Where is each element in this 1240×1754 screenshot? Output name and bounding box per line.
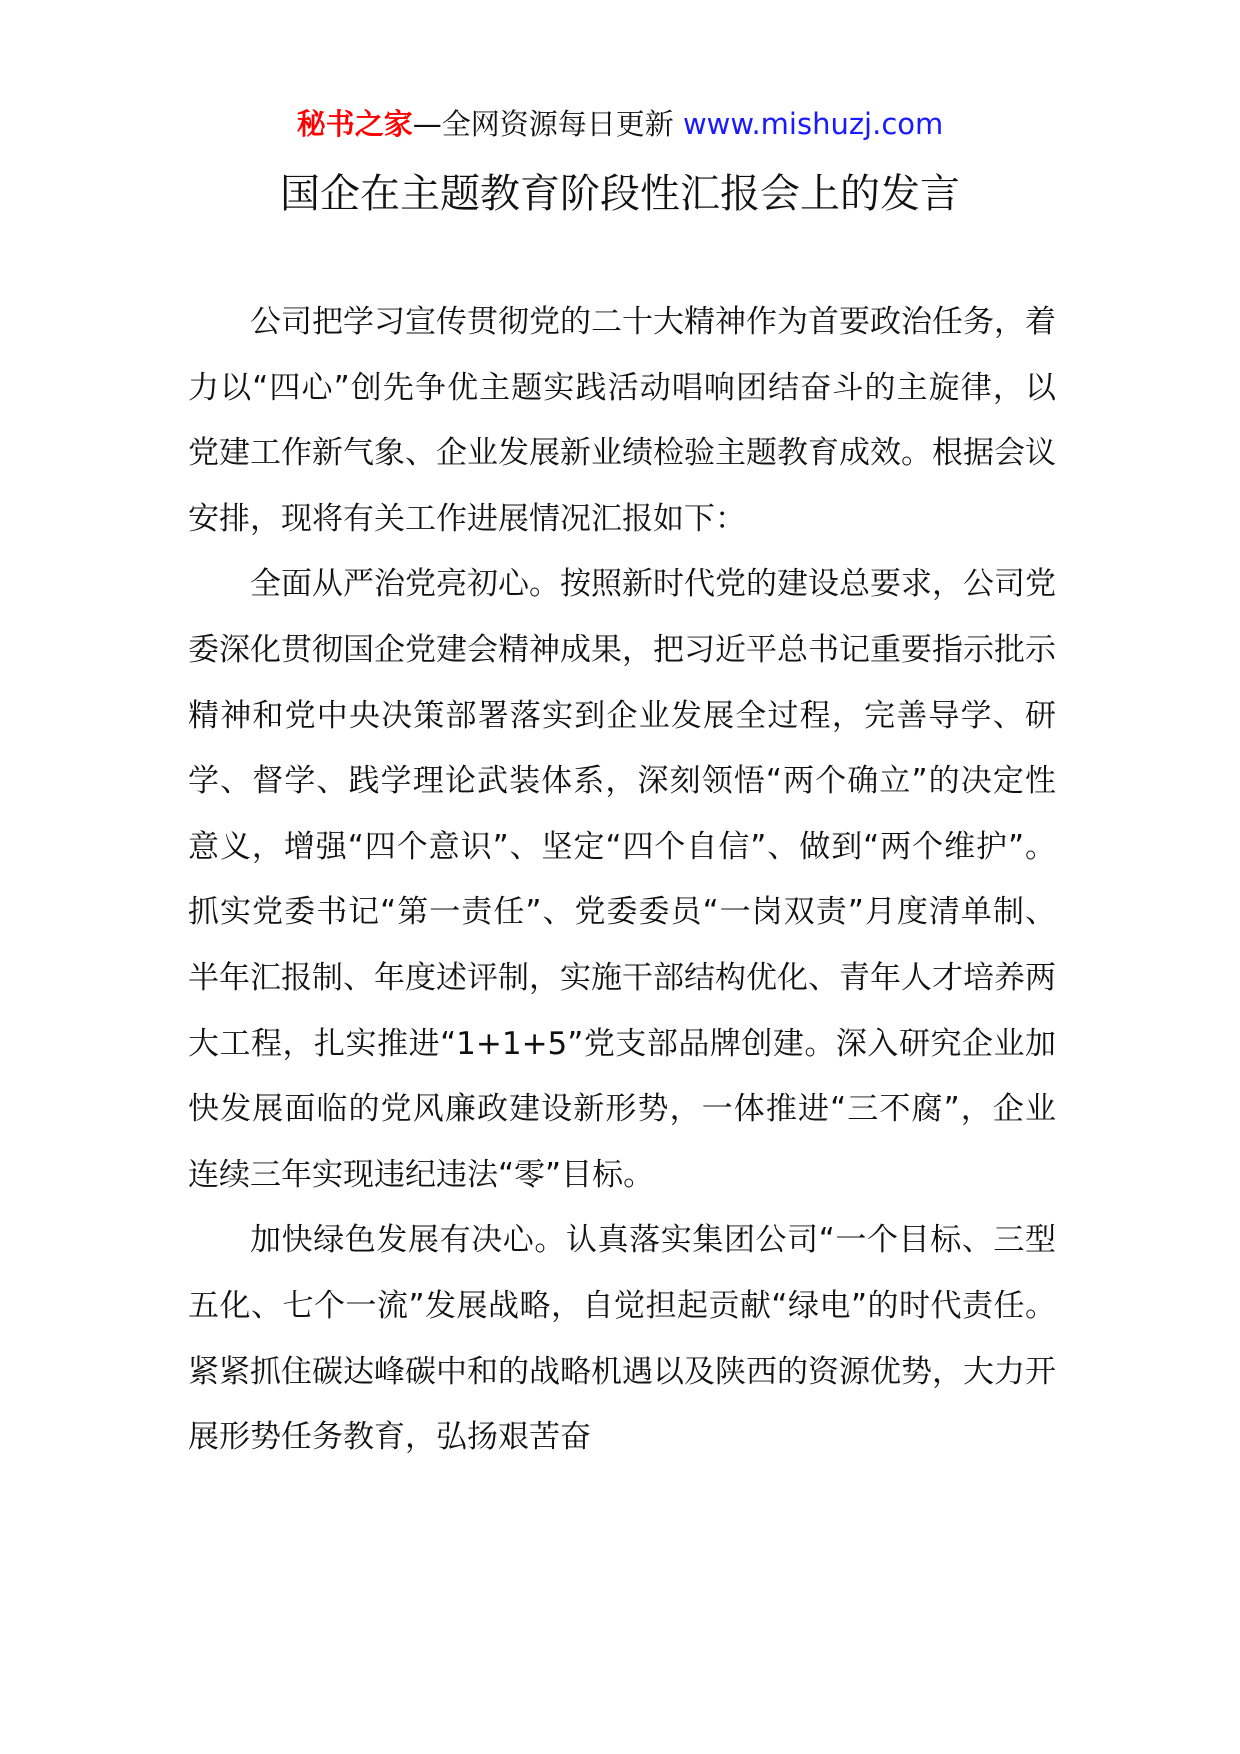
header-tagline: —全网资源每日更新: [412, 107, 683, 141]
document-body: [188, 290, 1056, 1471]
paragraph-green-development: 加快绿色发展有决心。认真落实集团公司“一个目标、三型五化、七个一流”发展战略，自觉担起贡献“绿电”的时代责任。紧紧抓住碳达峰碳中和的战略机遇以及陕西的资源优势，大力开展形势任务教育，弘扬艰苦奋: [188, 1222, 1056, 1456]
paragraph-intro: 公司把学习宣传贯彻党的二十大精神作为首要政治任务，着力以“四心”创先争优主题实践活动唱响团结奋斗的主旋律，以党建工作新气象、企业发展新业绩检验主题教育成效。根据会议安排，现将有关工作进展情况汇报如下：: [188, 304, 1056, 537]
site-header: [0, 104, 1240, 144]
brand-name: 秘书之家: [296, 107, 413, 141]
document-title: 国企在主题教育阶段性汇报会上的发言: [280, 171, 960, 217]
paragraph-party-building: 全面从严治党亮初心。按照新时代党的建设总要求，公司党委深化贯彻国企党建会精神成果，把习近平总书记重要指示批示精神和党中央决策部署落实到企业发展全过程，完善导学、研学、督学、践学理论武装体系，深刻领悟“两个确立”的决定性意义，增强“四个意识”、坚定“四个自信”、做到“两个维护”。抓实党委书记“第一责任”、党委委员“一岗双责”月度清单制、半年汇报制、年度述评制，实施干部结构优化、青年人才培养两大工程，扎实推进“1+1+5”党支部品牌创建。深入研究企业加快发展面临的党风廉政建设新形势，一体推进“三不腐”，企业连续三年实现违纪违法“零”目标。: [188, 566, 1056, 1193]
site-url-link[interactable]: www.mishuzj.com: [682, 107, 944, 141]
